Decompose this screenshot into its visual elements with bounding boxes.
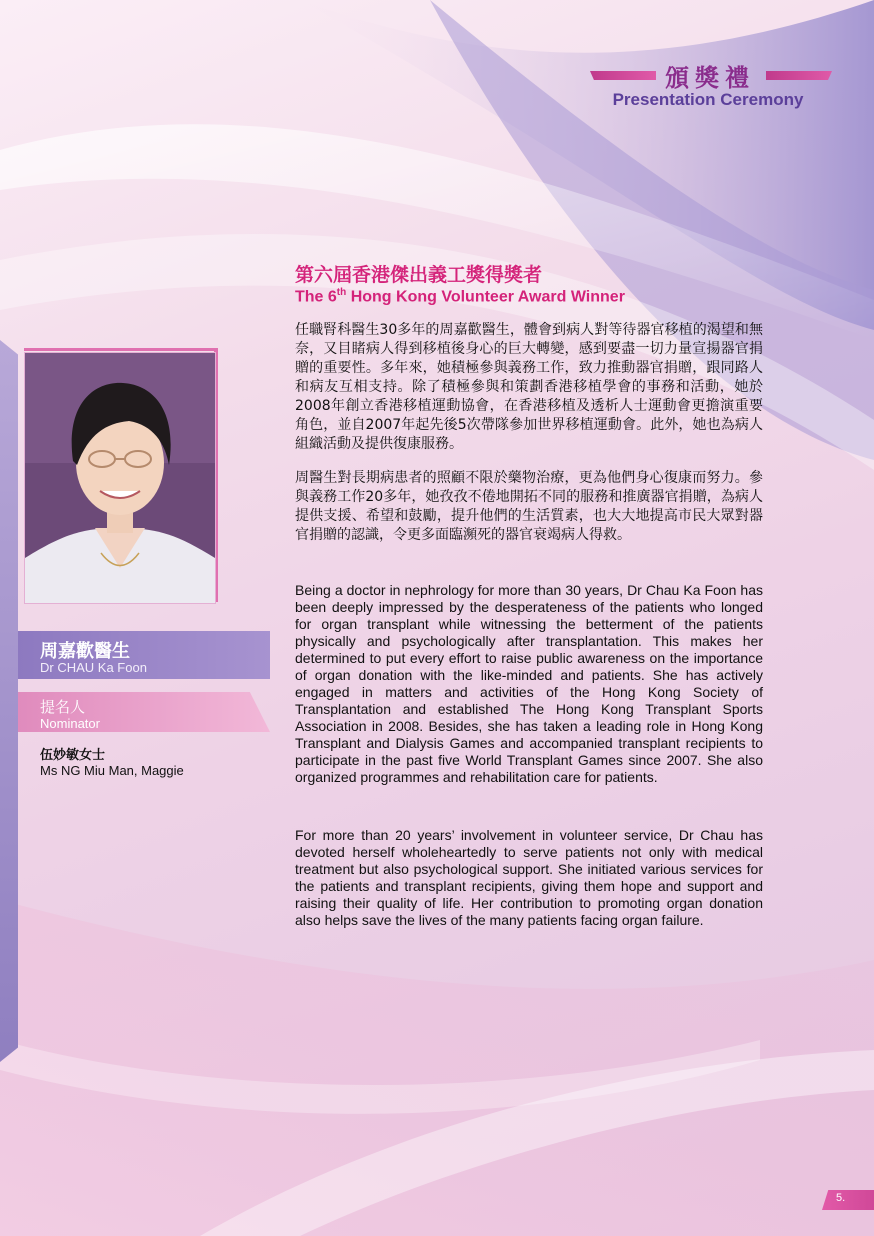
page-number: 5. [836,1192,846,1204]
bio-paragraph-en-2: For more than 20 years’ involvement in volunteer service, Dr Chau has devoted herself wholeheartedly to serve patients not only with medical treatment but also psychological support. She initiated various services for the patients and transplant recipients, giving them hope and support and raising their quality of life. Her contribution to promoting organ donation also helps save the lives of the many patients facing organ failure. [295,827,763,928]
portrait-illustration [25,353,215,603]
award-title-zh: 第六屆香港傑出義工獎得獎者 [295,264,543,286]
header-title-en: Presentation Ceremony [612,90,804,109]
award-title-en-sup: th [336,287,347,298]
bio-paragraph-en-1: Being a doctor in nephrology for more than 30 years, Dr Chau Ka Foon has been deeply impressed by the desperateness of the patients who longed for organ transplant while witnessing the betterment of the patients physically and psychologically after transplantation. This makes her determined to put every effort to raise public awareness on the importance of organ donation with the like-minded and patients. She has actively engaged in matters and activities of the Hong Kong Society of Transplantation and established The Hong Kong Transplant Sports Association in 2008. Besides, she has taken a leading role in Hong Kong Transplant and Dialysis Games and accompanied transplant recipients to participate in the past five World Transplant Games since 2007. She also organized programmes and rehabilitation care for patients. [295,582,763,785]
winner-name-zh: 周嘉歡醫生 [40,641,130,662]
bio-paragraph-zh-1: 任職腎科醫生30多年的周嘉歡醫生，體會到病人對等待器官移植的渴望和無奈，又目睹病人得到移植後身心的巨大轉變，感到要盡一切力量宣揚器官捐贈的重要性。多年來，她積極參與義務工作，致力推動器官捐贈，跟同路人和病友互相支持。除了積極參與和策劃香港移植學會的事務和活動，她於2008年創立香港移植運動協會，在香港移植及透析人士運動會更擔演重要角色，並自2007年起先後5次帶隊參加世界移植運動會。此外，她也為病人組織活動及提供復康服務。 [295,322,763,452]
photo-accent-top [24,348,218,351]
nominator-name-zh: 伍妙敏女士 [40,748,106,763]
header-title-zh: 頒獎禮 [665,64,755,92]
winner-name-en: Dr CHAU Ka Foon [40,660,147,675]
presentation-ceremony-badge [590,58,840,114]
left-decorative-strip [0,340,18,1062]
award-title-en [295,287,625,306]
award-title-en-suffix: Hong Kong Volunteer Award Winner [346,288,625,306]
award-title-en-prefix: The 6 [295,288,337,306]
nominator-label-en: Nominator [40,716,100,731]
portrait-photo [24,352,216,604]
nominator-label-zh: 提名人 [40,698,86,716]
page-number-tab [822,1190,874,1210]
nominator-name-en: Ms NG Miu Man, Maggie [40,763,184,778]
bio-paragraph-zh-2: 周醫生對長期病患者的照顧不限於藥物治療，更為他們身心復康而努力。參與義務工作20多年，她孜孜不倦地開拓不同的服務和推廣器官捐贈，為病人提供支援、希望和鼓勵，提升他們的生活質素，也大大地提高市民大眾對器官捐贈的認識，令更多面臨瀕死的器官衰竭病人得救。 [295,470,763,543]
